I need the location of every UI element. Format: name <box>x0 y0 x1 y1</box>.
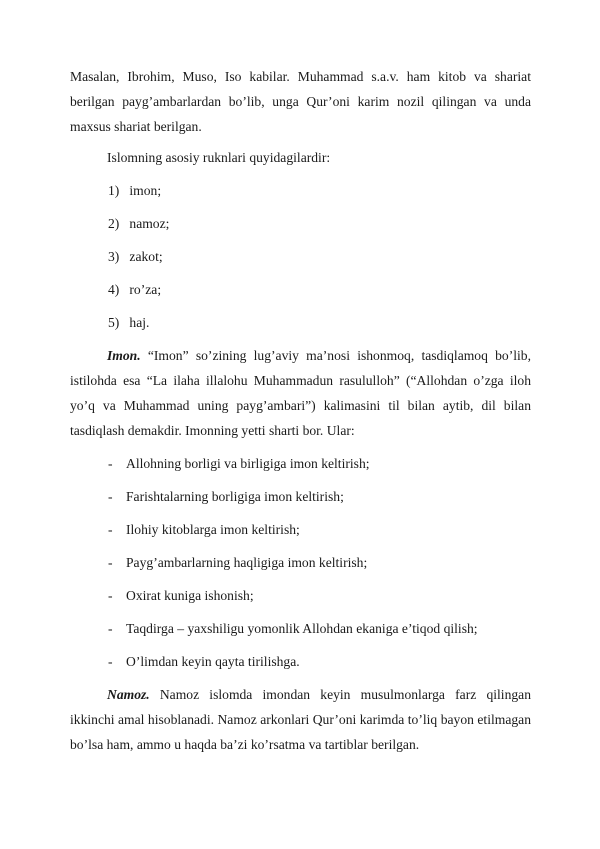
list-text: O’limdan keyin qayta tirilishga. <box>126 654 300 669</box>
list-item <box>70 451 531 476</box>
list-dash: - <box>108 621 113 636</box>
pillars-list <box>70 178 531 335</box>
list-number: 4) <box>108 282 120 297</box>
list-item <box>70 649 531 674</box>
list-number: 5) <box>108 315 120 330</box>
intro-paragraph: Masalan, Ibrohim, Muso, Iso kabilar. Muhammad s.a.v. ham kitob va shariat berilgan payg’ambarlardan bo’lib, unga Qur’oni karim nozil qilingan va unda maxsus shariat berilgan. <box>70 69 531 134</box>
list-text: imon; <box>129 183 162 198</box>
list-item <box>70 310 531 335</box>
list-dash: - <box>108 654 113 669</box>
list-item <box>70 484 531 509</box>
list-dash: - <box>108 522 113 537</box>
list-dash: - <box>108 588 113 603</box>
list-dash: - <box>108 555 113 570</box>
list-text: namoz; <box>129 216 170 231</box>
list-text: Allohning borligi va birligiga imon keltirish; <box>126 456 370 471</box>
namoz-paragraph <box>70 682 531 757</box>
conditions-list <box>70 451 531 674</box>
pillars-heading: Islomning asosiy ruknlari quyidagilardir: <box>107 150 331 165</box>
list-text: ro’za; <box>129 282 162 297</box>
list-number: 3) <box>108 249 120 264</box>
list-text: Payg’ambarlarning haqligiga imon keltirish; <box>126 555 368 570</box>
list-item <box>70 550 531 575</box>
list-text: Taqdirga – yaxshiligu yomonlik Allohdan ekaniga e’tiqod qilish; <box>126 621 478 636</box>
imon-paragraph <box>70 343 531 443</box>
imon-text: “Imon” so’zining lug’aviy ma’nosi ishonmoq, tasdiqlamoq bo’lib, istilohda esa “La ilaha illalohu Muhammadun rasululloh” (“Allohdan o’zga iloh yo’q va Muhammad uning payg’ambari”) kalimasini til bilan aytib, dil bilan tasdiqlash demakdir. Imonning yetti sharti bor. Ular: <box>70 348 531 438</box>
imon-term: Imon. <box>107 348 141 363</box>
list-text: haj. <box>129 315 150 330</box>
list-text: zakot; <box>129 249 163 264</box>
document-page <box>70 64 531 757</box>
list-text: Farishtalarning borligiga imon keltirish; <box>126 489 344 504</box>
list-item <box>70 616 531 641</box>
list-item <box>70 244 531 269</box>
namoz-term: Namoz. <box>107 687 150 702</box>
list-item <box>70 211 531 236</box>
list-number: 2) <box>108 216 120 231</box>
list-number: 1) <box>108 183 120 198</box>
list-dash: - <box>108 489 113 504</box>
list-item <box>70 277 531 302</box>
list-text: Oxirat kuniga ishonish; <box>126 588 254 603</box>
list-dash: - <box>108 456 113 471</box>
namoz-text: Namoz islomda imondan keyin musulmonlarga farz qilingan ikkinchi amal hisoblanadi. Namoz arkonlari Qur’oni karimda to’liq bayon etilmagan bo’lsa ham, ammo u haqda ba’zi ko’rsatma va tartiblar berilgan. <box>70 687 531 752</box>
list-item <box>70 178 531 203</box>
list-item <box>70 583 531 608</box>
list-text: Ilohiy kitoblarga imon keltirish; <box>126 522 300 537</box>
list-item <box>70 517 531 542</box>
